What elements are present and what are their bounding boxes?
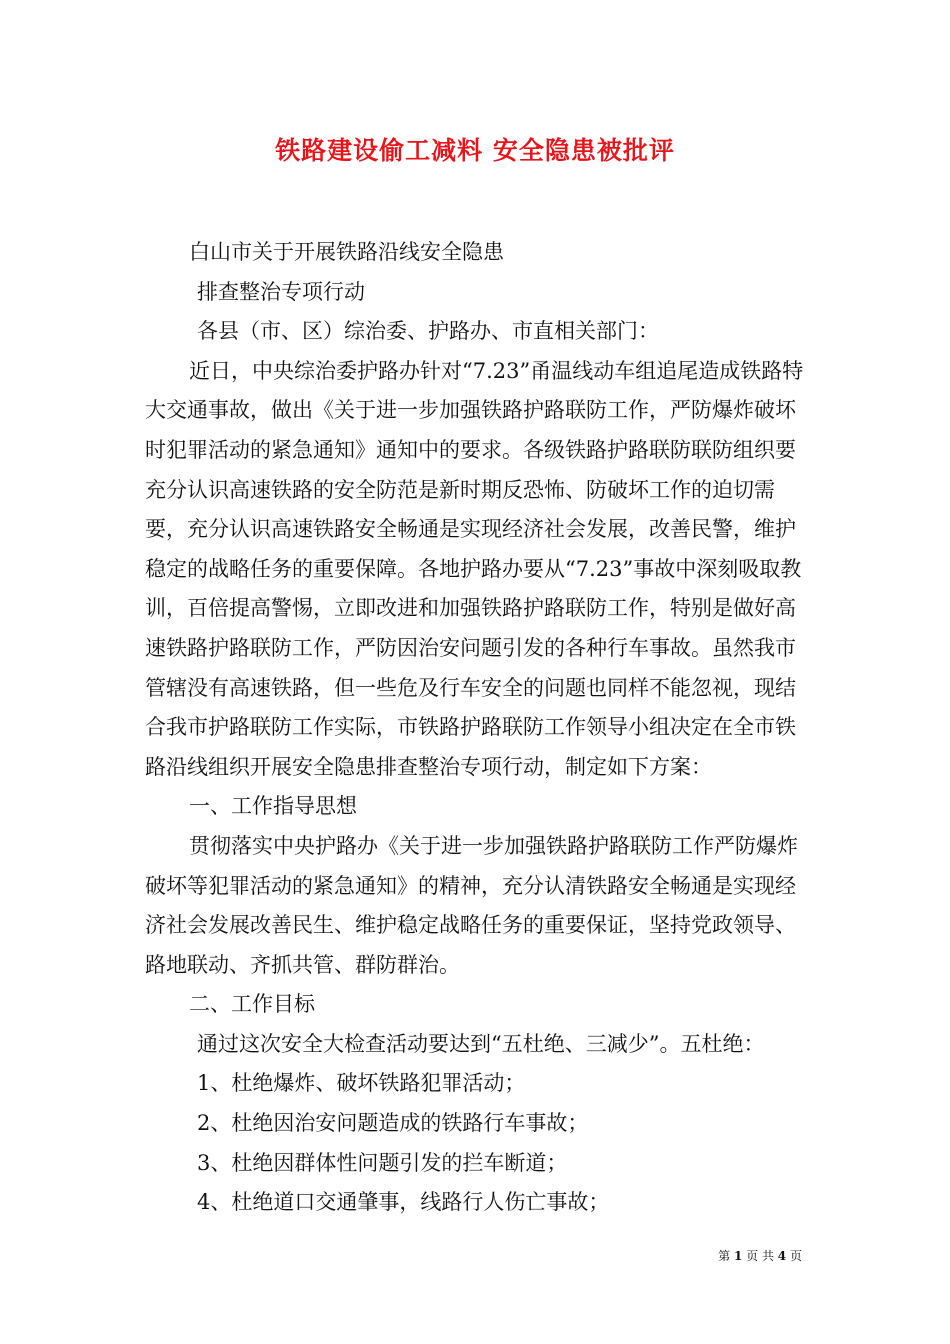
list-item: 1、杜绝爆炸、破坏铁路犯罪活动； — [197, 1071, 526, 1096]
footer-total-pages: 4 — [777, 1249, 787, 1263]
salutation: 各县（市、区）综治委、护路办、市直相关部门： — [197, 319, 659, 344]
footer-prefix: 第 — [718, 1249, 731, 1263]
footer-suffix: 页 — [789, 1249, 802, 1263]
document-body — [145, 233, 805, 1223]
list-item: 2、杜绝因治安问题造成的铁路行车事故； — [197, 1111, 589, 1136]
heading-line-1: 白山市关于开展铁路沿线安全隐患 — [189, 240, 504, 264]
document-title: 铁路建设偷工减料 安全隐患被批评 — [275, 136, 675, 165]
page-footer — [718, 1248, 802, 1264]
footer-middle: 页 共 — [746, 1249, 774, 1263]
body-paragraph: 贯彻落实中央护路办《关于进一步加强铁路护路联防工作严防爆炸破坏等犯罪活动的紧急通知》的精神，充分认清铁路安全畅通是实现经济社会发展改善民生、维护稳定战略任务的重要保证，坚持党政领导、路地联动、齐抓共管、群防群治。 — [145, 833, 798, 977]
body-paragraph: 通过这次安全大检查活动要达到“五杜绝、三减少”。五杜绝： — [197, 1031, 765, 1056]
heading-line-2: 排查整治专项行动 — [197, 279, 365, 304]
section-heading: 二、工作目标 — [189, 992, 315, 1017]
list-item: 4、杜绝道口交通肇事，线路行人伤亡事故； — [197, 1190, 610, 1215]
footer-page-number: 1 — [733, 1249, 743, 1263]
body-paragraph: 近日，中央综治委护路办针对“7.23”甬温线动车组追尾造成铁路特大交通事故，做出《关于进一步加强铁路护路联防工作，严防爆炸破坏时犯罪活动的紧急通知》通知中的要求。各级铁路护路联防联防组织要充分认识高速铁路的安全防范是新时期反恐怖、防破坏工作的迫切需要，充分认识高速铁路安全畅通是实现经济社会发展，改善民警，维护稳定的战略任务的重要保障。各地护路办要从“7.23”事故中深刻吸取教训，百倍提高警惕，立即改进和加强铁路护路联防工作，特别是做好高速铁路护路联防工作，严防因治安问题引发的各种行车事故。虽然我市管辖没有高速铁路，但一些危及行车安全的问题也同样不能忽视，现结合我市护路联防工作实际，市铁路护路联防工作领导小组决定在全市铁路沿线组织开展安全隐患排查整治专项行动，制定如下方案： — [145, 358, 804, 779]
list-item: 3、杜绝因群体性问题引发的拦车断道； — [197, 1150, 568, 1175]
section-heading: 一、工作指导思想 — [189, 794, 357, 819]
